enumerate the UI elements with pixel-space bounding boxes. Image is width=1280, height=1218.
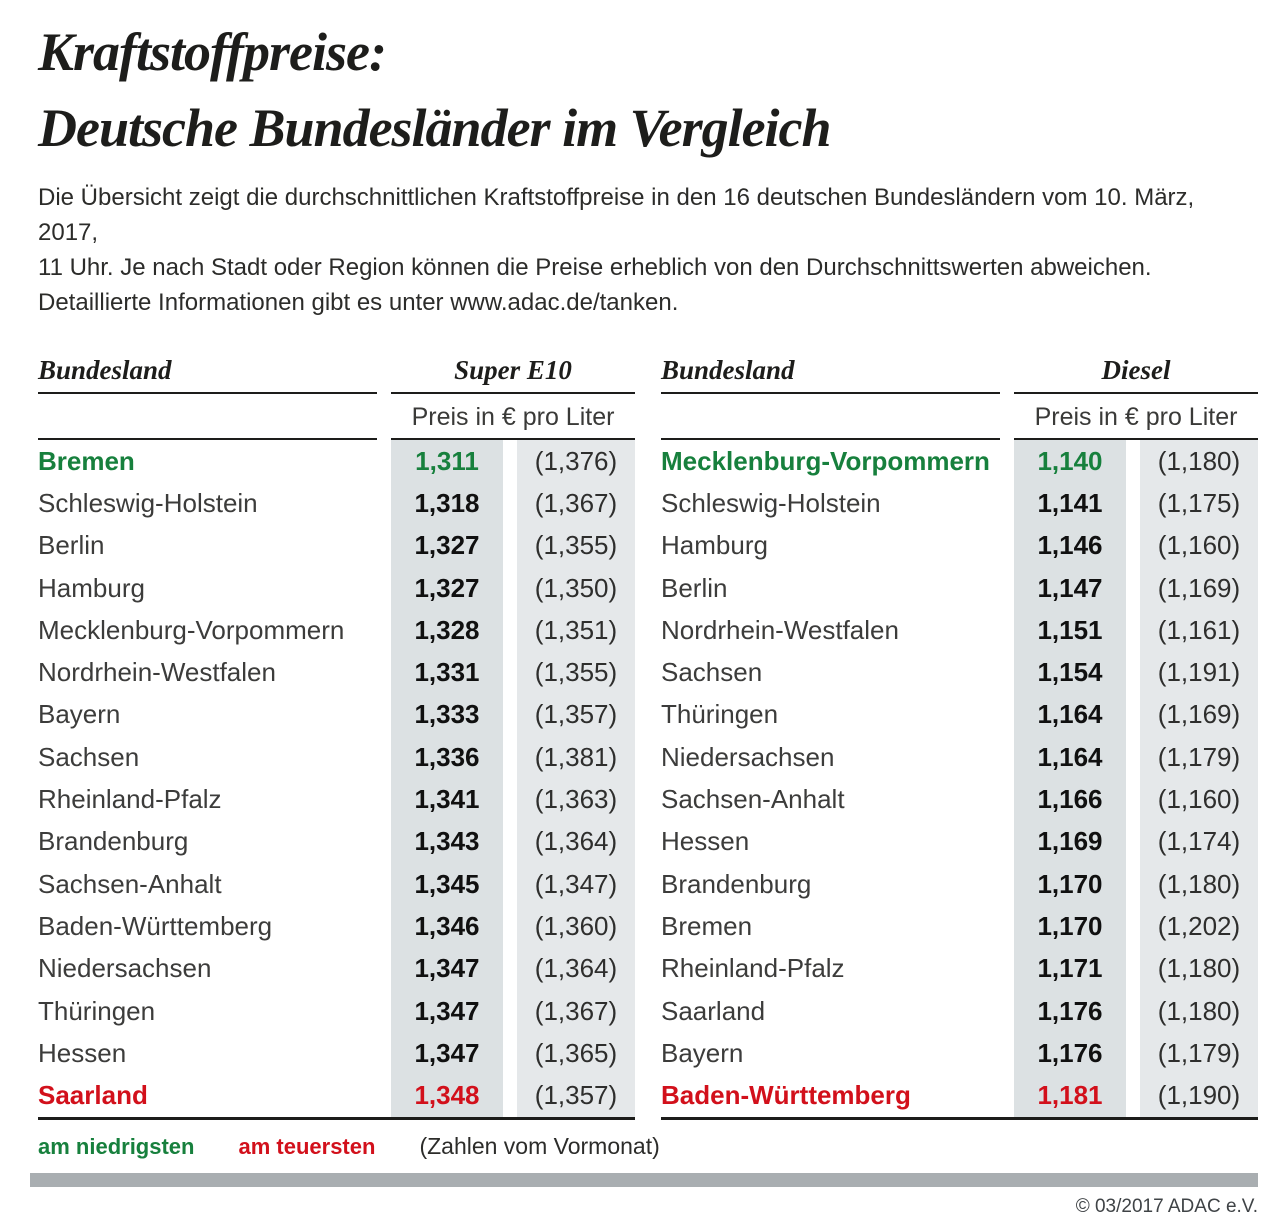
legend [38, 1133, 1258, 1160]
table-row [38, 609, 635, 651]
state-name-cell: Sachsen-Anhalt [38, 868, 222, 899]
state-name-cell: Bayern [38, 699, 121, 730]
intro-line: 11 Uhr. Je nach Stadt oder Region können die Preise erheblich von den Durchschnittswerten abweichen. [38, 254, 1152, 281]
state-name-cell: Bremen [661, 910, 753, 941]
table-body [661, 440, 1258, 1120]
state-name-cell: Berlin [661, 572, 728, 603]
previous-month-price-cell: (1,179) [1140, 1032, 1258, 1074]
page-title [38, 14, 1258, 166]
table-header-row [38, 354, 635, 394]
state-name-cell: Berlin [38, 530, 105, 561]
current-price-cell: 1,345 [391, 863, 503, 905]
state-name-cell: Mecklenburg-Vorpommern [38, 614, 345, 645]
previous-month-price-cell: (1,191) [1140, 651, 1258, 693]
current-price-cell: 1,333 [391, 694, 503, 736]
state-name-cell: Brandenburg [661, 868, 812, 899]
column-header-fuel: Super E10 [391, 355, 635, 394]
table-subheader-row [38, 394, 635, 440]
previous-month-price-cell: (1,357) [517, 1074, 635, 1116]
table-row [38, 905, 635, 947]
previous-month-price-cell: (1,347) [517, 863, 635, 905]
current-price-cell: 1,331 [391, 651, 503, 693]
state-name-cell: Brandenburg [38, 826, 189, 857]
current-price-cell: 1,328 [391, 609, 503, 651]
table-row [661, 821, 1258, 863]
current-price-cell: 1,151 [1014, 609, 1126, 651]
intro-line: Die Übersicht zeigt die durchschnittlichen Kraftstoffpreise in den 16 deutschen Bundesländern vom 10. März, 2017, [38, 184, 1195, 246]
state-name-cell: Niedersachsen [38, 953, 212, 984]
previous-month-price-cell: (1,350) [517, 567, 635, 609]
price-tables [38, 354, 1258, 1120]
current-price-cell: 1,146 [1014, 525, 1126, 567]
legend-note: (Zahlen vom Vormonat) [419, 1132, 660, 1159]
current-price-cell: 1,181 [1014, 1074, 1126, 1116]
table-row [661, 736, 1258, 778]
current-price-cell: 1,170 [1014, 863, 1126, 905]
state-name-cell: Rheinland-Pfalz [661, 953, 845, 984]
state-name-cell: Baden-Württemberg [661, 1080, 911, 1111]
previous-month-price-cell: (1,364) [517, 948, 635, 990]
current-price-cell: 1,347 [391, 990, 503, 1032]
current-price-cell: 1,154 [1014, 651, 1126, 693]
previous-month-price-cell: (1,169) [1140, 694, 1258, 736]
current-price-cell: 1,171 [1014, 948, 1126, 990]
previous-month-price-cell: (1,357) [517, 694, 635, 736]
state-name-cell: Hamburg [38, 572, 145, 603]
previous-month-price-cell: (1,365) [517, 1032, 635, 1074]
current-price-cell: 1,347 [391, 1032, 503, 1074]
table-row [38, 990, 635, 1032]
previous-month-price-cell: (1,179) [1140, 736, 1258, 778]
table-row [38, 1032, 635, 1074]
subheader-spacer [661, 394, 1000, 440]
previous-month-price-cell: (1,367) [517, 990, 635, 1032]
table-row [661, 1032, 1258, 1074]
current-price-cell: 1,170 [1014, 905, 1126, 947]
table-row [38, 778, 635, 820]
table-row [661, 567, 1258, 609]
previous-month-price-cell: (1,180) [1140, 863, 1258, 905]
previous-month-price-cell: (1,381) [517, 736, 635, 778]
previous-month-price-cell: (1,351) [517, 609, 635, 651]
fuel-table-super-e10 [38, 354, 635, 1120]
previous-month-price-cell: (1,169) [1140, 567, 1258, 609]
current-price-cell: 1,166 [1014, 778, 1126, 820]
state-name-cell: Hamburg [661, 530, 768, 561]
table-row [661, 905, 1258, 947]
table-row [661, 482, 1258, 524]
state-name-cell: Sachsen-Anhalt [661, 784, 845, 815]
state-name-cell: Bremen [38, 445, 135, 476]
page-title-line1: Kraftstoffpreise: [38, 22, 386, 82]
table-row [661, 651, 1258, 693]
previous-month-price-cell: (1,180) [1140, 948, 1258, 990]
previous-month-price-cell: (1,160) [1140, 778, 1258, 820]
table-row [38, 863, 635, 905]
table-row [661, 1074, 1258, 1116]
table-row [38, 694, 635, 736]
table-row [38, 948, 635, 990]
state-name-cell: Bayern [661, 1037, 744, 1068]
copyright-credit: © 03/2017 ADAC e.V. [1075, 1195, 1258, 1217]
table-row [661, 694, 1258, 736]
column-header-state: Bundesland [38, 355, 377, 394]
current-price-cell: 1,343 [391, 821, 503, 863]
state-name-cell: Thüringen [38, 995, 156, 1026]
table-row [661, 863, 1258, 905]
table-row [38, 525, 635, 567]
table-row [38, 821, 635, 863]
current-price-cell: 1,346 [391, 905, 503, 947]
fuel-table-diesel [661, 354, 1258, 1120]
page-title-line2: Deutsche Bundesländer im Vergleich [38, 98, 831, 158]
previous-month-price-cell: (1,161) [1140, 609, 1258, 651]
legend-highest-label: am teuersten [238, 1133, 376, 1159]
price-unit-label: Preis in € pro Liter [1014, 403, 1258, 440]
table-row [38, 440, 635, 482]
table-row [38, 567, 635, 609]
previous-month-price-cell: (1,376) [517, 440, 635, 482]
table-row [661, 990, 1258, 1032]
current-price-cell: 1,147 [1014, 567, 1126, 609]
state-name-cell: Schleswig-Holstein [38, 487, 258, 518]
intro-line: Detaillierte Informationen gibt es unter www.adac.de/tanken. [38, 289, 679, 316]
current-price-cell: 1,164 [1014, 694, 1126, 736]
previous-month-price-cell: (1,174) [1140, 821, 1258, 863]
current-price-cell: 1,336 [391, 736, 503, 778]
state-name-cell: Sachsen [38, 741, 140, 772]
previous-month-price-cell: (1,364) [517, 821, 635, 863]
table-row [661, 948, 1258, 990]
state-name-cell: Nordrhein-Westfalen [661, 614, 899, 645]
state-name-cell: Baden-Württemberg [38, 910, 273, 941]
table-row [661, 778, 1258, 820]
state-name-cell: Thüringen [661, 699, 779, 730]
intro-text [38, 180, 1258, 320]
table-body [38, 440, 635, 1120]
table-row [38, 736, 635, 778]
state-name-cell: Schleswig-Holstein [661, 487, 881, 518]
previous-month-price-cell: (1,202) [1140, 905, 1258, 947]
previous-month-price-cell: (1,180) [1140, 990, 1258, 1032]
previous-month-price-cell: (1,190) [1140, 1074, 1258, 1116]
previous-month-price-cell: (1,160) [1140, 525, 1258, 567]
state-name-cell: Hessen [38, 1037, 127, 1068]
current-price-cell: 1,140 [1014, 440, 1126, 482]
column-header-state: Bundesland [661, 355, 1000, 394]
state-name-cell: Nordrhein-Westfalen [38, 657, 276, 688]
current-price-cell: 1,176 [1014, 1032, 1126, 1074]
current-price-cell: 1,176 [1014, 990, 1126, 1032]
column-header-fuel: Diesel [1014, 355, 1258, 394]
previous-month-price-cell: (1,363) [517, 778, 635, 820]
subheader-spacer [38, 394, 377, 440]
previous-month-price-cell: (1,175) [1140, 482, 1258, 524]
current-price-cell: 1,164 [1014, 736, 1126, 778]
previous-month-price-cell: (1,355) [517, 525, 635, 567]
state-name-cell: Rheinland-Pfalz [38, 784, 222, 815]
state-name-cell: Sachsen [661, 657, 763, 688]
previous-month-price-cell: (1,360) [517, 905, 635, 947]
current-price-cell: 1,141 [1014, 482, 1126, 524]
state-name-cell: Hessen [661, 826, 750, 857]
current-price-cell: 1,318 [391, 482, 503, 524]
state-name-cell: Niedersachsen [661, 741, 835, 772]
state-name-cell: Mecklenburg-Vorpommern [661, 445, 990, 476]
table-row [38, 1074, 635, 1116]
table-row [661, 609, 1258, 651]
price-unit-label: Preis in € pro Liter [391, 403, 635, 440]
current-price-cell: 1,327 [391, 525, 503, 567]
legend-lowest-label: am niedrigsten [38, 1133, 195, 1159]
state-name-cell: Saarland [38, 1080, 148, 1111]
table-header-row [661, 354, 1258, 394]
table-row [661, 525, 1258, 567]
previous-month-price-cell: (1,367) [517, 482, 635, 524]
current-price-cell: 1,348 [391, 1074, 503, 1116]
state-name-cell: Saarland [661, 995, 766, 1026]
previous-month-price-cell: (1,355) [517, 651, 635, 693]
current-price-cell: 1,327 [391, 567, 503, 609]
divider-bar [30, 1173, 1258, 1187]
current-price-cell: 1,341 [391, 778, 503, 820]
current-price-cell: 1,169 [1014, 821, 1126, 863]
table-subheader-row [661, 394, 1258, 440]
previous-month-price-cell: (1,180) [1140, 440, 1258, 482]
table-row [661, 440, 1258, 482]
table-row [38, 482, 635, 524]
current-price-cell: 1,347 [391, 948, 503, 990]
table-row [38, 651, 635, 693]
current-price-cell: 1,311 [391, 440, 503, 482]
